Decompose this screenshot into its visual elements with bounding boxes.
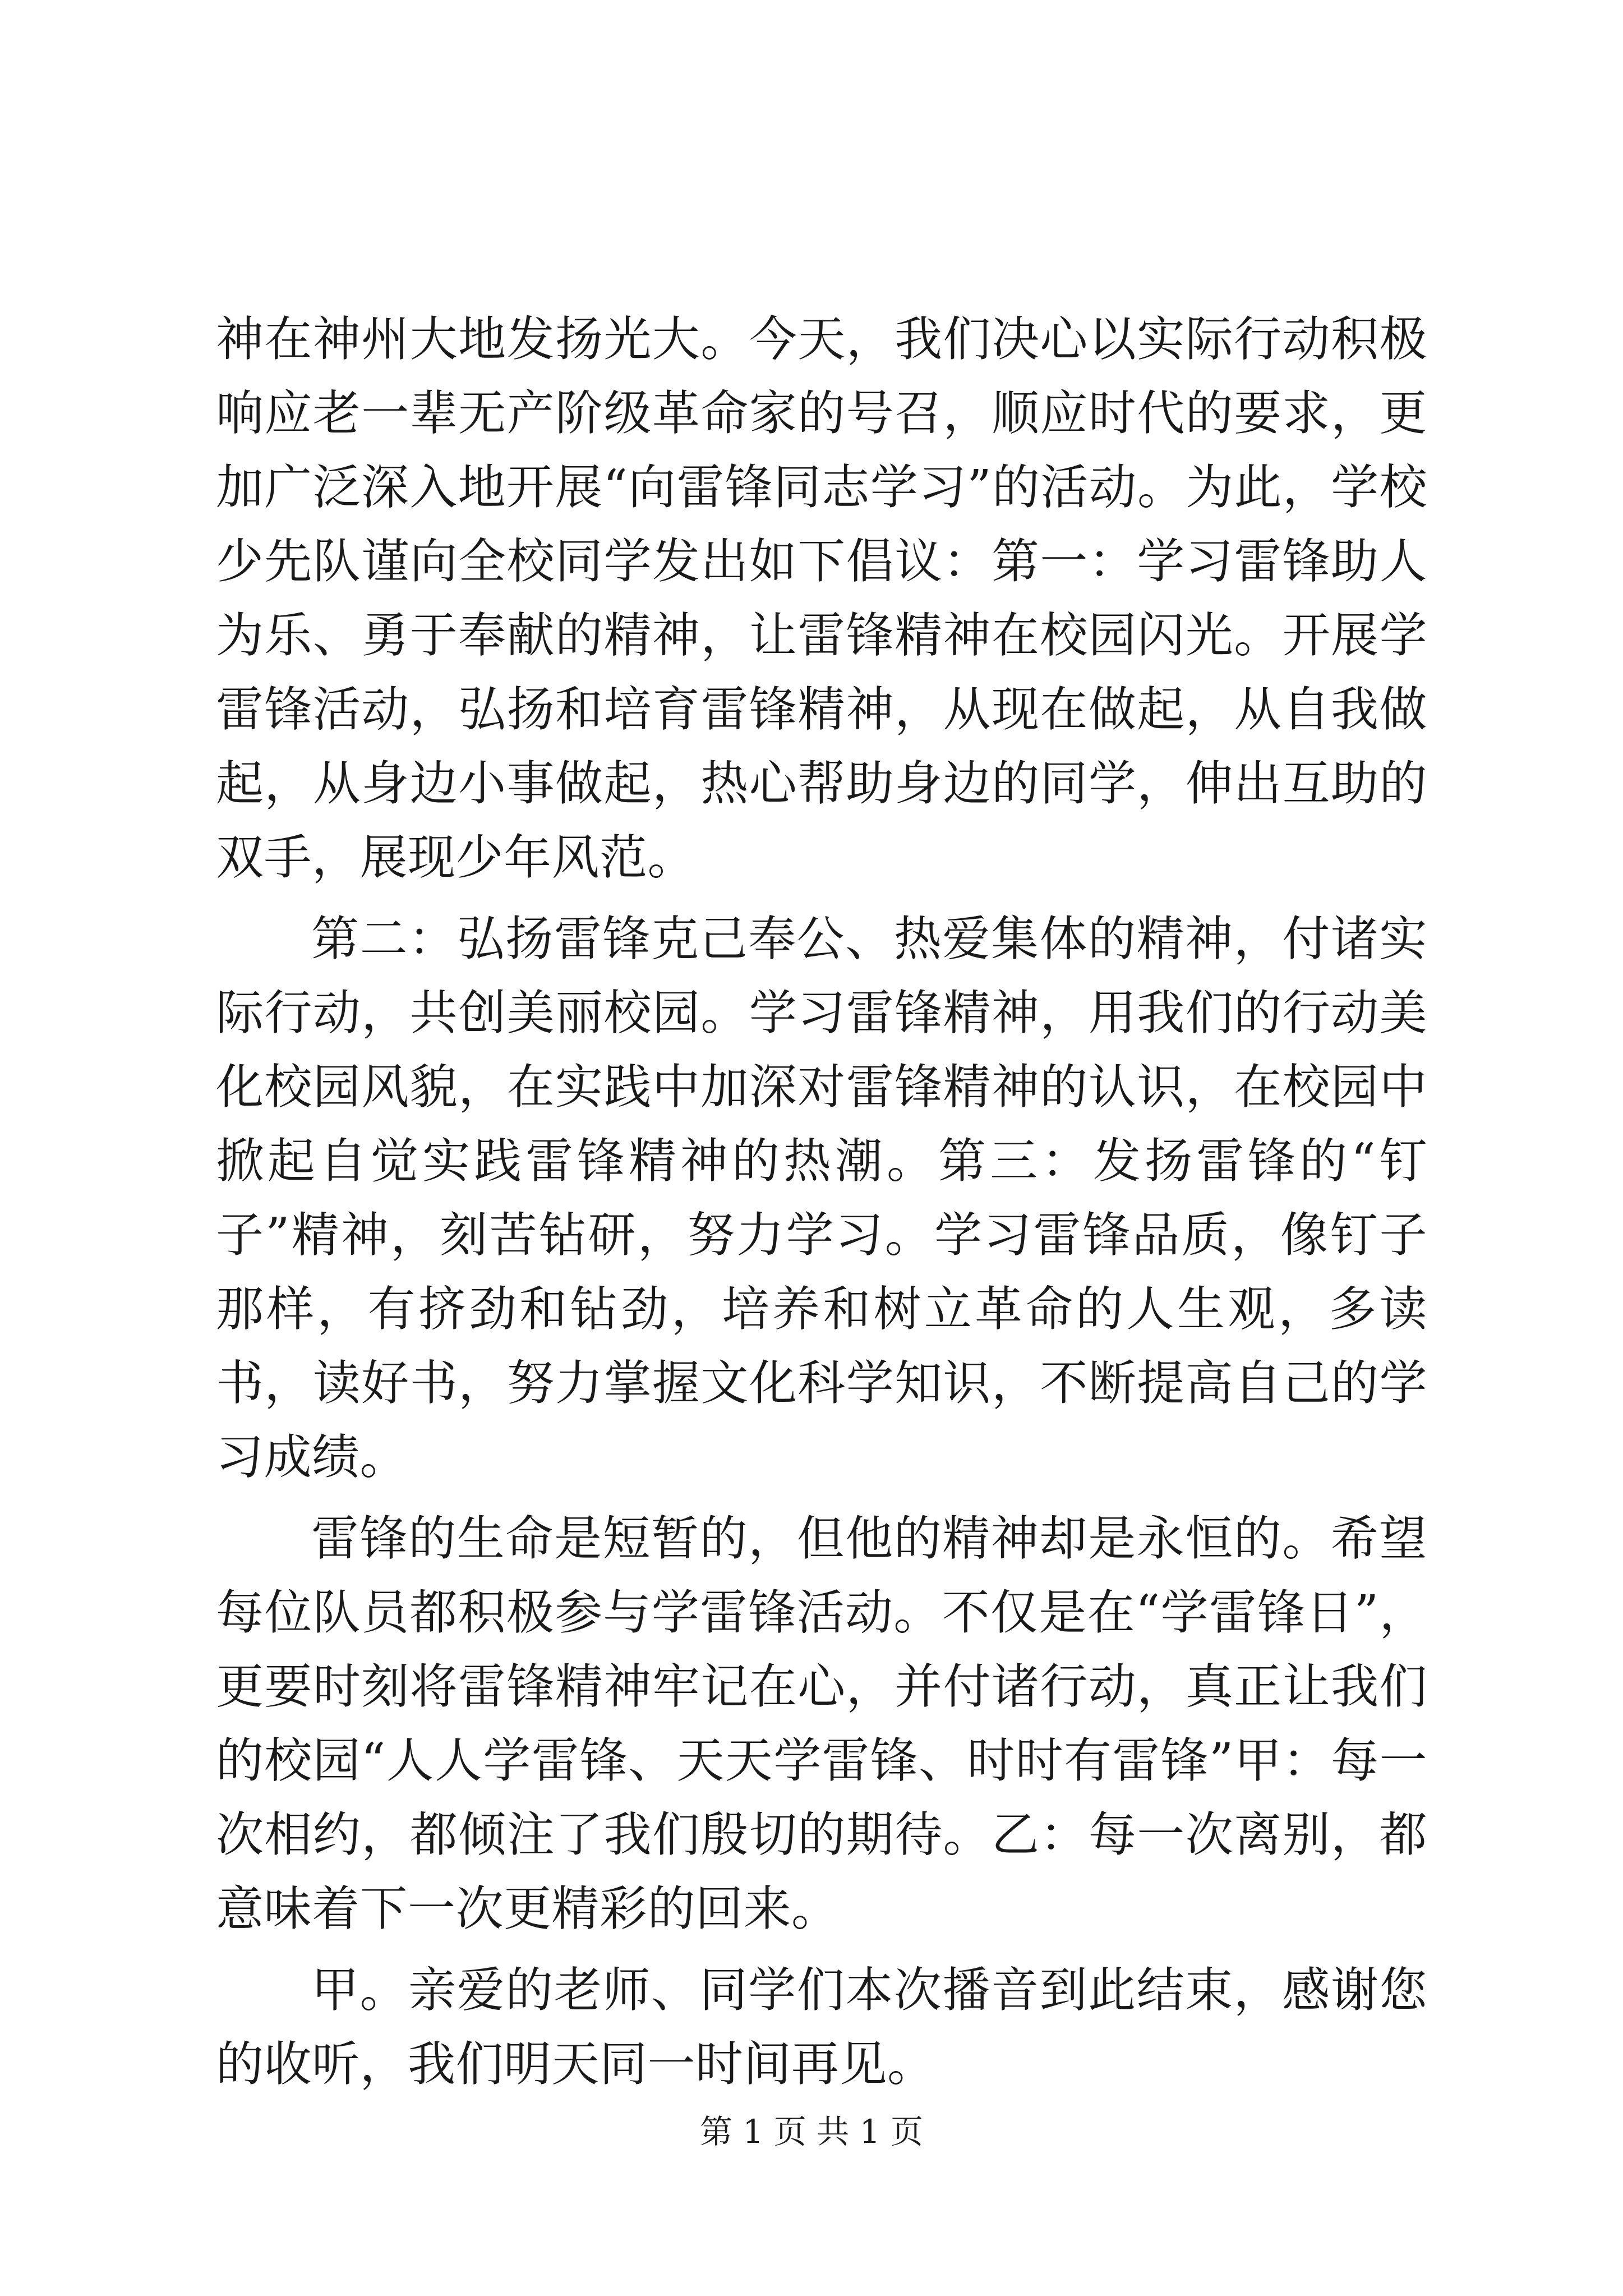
document-body [216, 303, 1427, 2109]
paragraph-4: 甲。亲爱的老师、同学们本次播音到此结束，感谢您的收听，我们明天同一时间再见。 [216, 1963, 1427, 2092]
page-footer: 第 1 页 共 1 页 [700, 2113, 923, 2151]
paragraph-2: 第二：弘扬雷锋克己奉公、热爱集体的精神，付诸实际行动，共创美丽校园。学习雷锋精神，用我们的行动美化校园风貌，在实践中加深对雷锋精神的认识，在校园中掀起自觉实践雷锋精神的热潮。第三：发扬雷锋的“钉子”精神，刻苦钻研，努力学习。学习雷锋品质，像钉子那样，有挤劲和钻劲，培养和树立革命的人生观，多读书，读好书，努力掌握文化科学知识，不断提高自己的学习成绩。 [216, 912, 1427, 1485]
paragraph-3: 雷锋的生命是短暂的，但他的精神却是永恒的。希望每位队员都积极参与学雷锋活动。不仅是在“学雷锋日”，更要时刻将雷锋精神牢记在心，并付诸行动，真正让我们的校园“人人学雷锋、天天学雷锋、时时有雷锋”甲：每一次相约，都倾注了我们殷切的期待。乙：每一次离别，都意味着下一次更精彩的回来。 [216, 1511, 1427, 1937]
paragraph-1: 神在神州大地发扬光大。今天，我们决心以实际行动积极响应老一辈无产阶级革命家的号召，顺应时代的要求，更加广泛深入地开展“向雷锋同志学习”的活动。为此，学校少先队谨向全校同学发出如下倡议：第一：学习雷锋助人为乐、勇于奉献的精神，让雷锋精神在校园闪光。开展学雷锋活动，弘扬和培育雷锋精神，从现在做起，从自我做起，从身边小事做起，热心帮助身边的同学，伸出互助的双手，展现少年风范。 [216, 312, 1427, 886]
